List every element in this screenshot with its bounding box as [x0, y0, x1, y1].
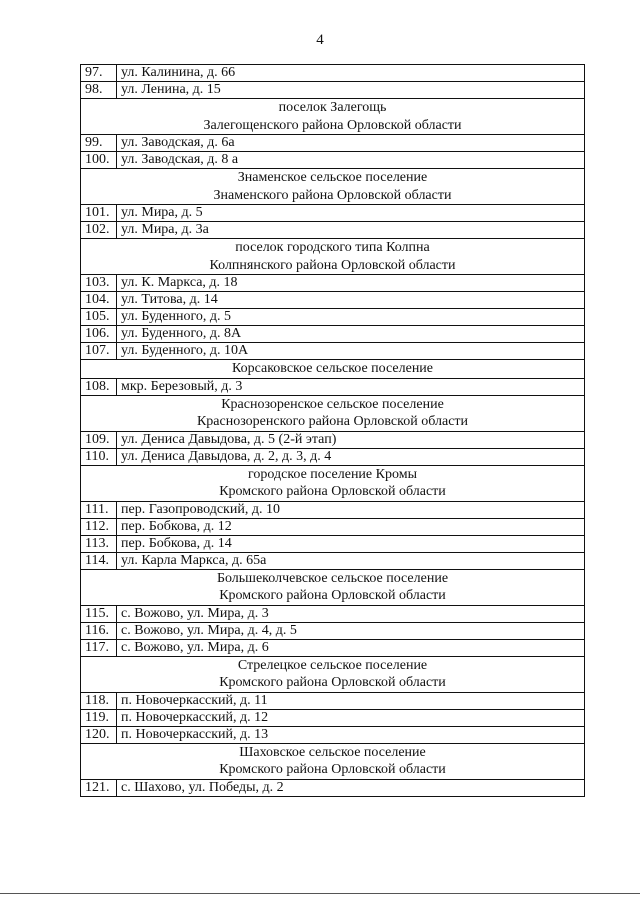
table-row — [81, 82, 585, 99]
row-address: п. Новочеркасский, д. 11 — [117, 692, 585, 709]
section-header-line: Корсаковское сельское поселение — [231, 361, 434, 376]
section-header-line: поселок городского типа Колпна — [235, 240, 430, 255]
table-row — [81, 448, 585, 465]
table-row — [81, 222, 585, 239]
section-header — [81, 743, 585, 779]
row-address: пер. Бобкова, д. 12 — [117, 518, 585, 535]
section-header-row — [81, 99, 585, 135]
row-address: ул. Дениса Давыдова, д. 2, д. 3, д. 4 — [117, 448, 585, 465]
section-header-line: Шаховское сельское поселение — [239, 744, 426, 760]
table-row — [81, 65, 585, 82]
section-header — [81, 239, 585, 275]
section-header-line: Кромского района Орловской области — [219, 588, 446, 603]
row-number: 104. — [81, 292, 117, 309]
section-header — [81, 99, 585, 135]
section-header — [81, 169, 585, 205]
table-row — [81, 205, 585, 222]
section-header-line: Знаменского района Орловской области — [213, 187, 452, 203]
section-header-line: Кромского района Орловской области — [219, 762, 446, 777]
section-header-row — [81, 569, 585, 605]
table-row — [81, 275, 585, 292]
table-row — [81, 431, 585, 448]
row-number: 118. — [81, 692, 117, 709]
section-header-line: Знаменское сельское поселение — [237, 170, 428, 185]
row-address: ул. Карла Маркса, д. 65а — [117, 552, 585, 569]
row-number: 120. — [81, 726, 117, 743]
section-header-line: поселок Залегощь — [278, 100, 387, 115]
table-row — [81, 135, 585, 152]
row-address: с. Вожово, ул. Мира, д. 3 — [117, 605, 585, 622]
section-header-line: Залегощенского района Орловской области — [203, 117, 462, 133]
row-address: п. Новочеркасский, д. 12 — [117, 709, 585, 726]
section-header-row — [81, 395, 585, 431]
row-address: с. Вожово, ул. Мира, д. 4, д. 5 — [117, 622, 585, 639]
page-number: 4 — [316, 32, 324, 48]
row-number: 117. — [81, 639, 117, 656]
section-header-line: Стрелецкое сельское поселение — [237, 657, 428, 673]
table-row — [81, 501, 585, 518]
table-row — [81, 535, 585, 552]
row-address: ул. Мира, д. 3а — [117, 222, 585, 239]
row-number: 116. — [81, 622, 117, 639]
section-header-line: Колпнянского района Орловской области — [209, 257, 456, 273]
row-number: 106. — [81, 326, 117, 343]
section-header-line: Краснозоренское сельское поселение — [221, 396, 444, 412]
row-address: ул. К. Маркса, д. 18 — [117, 275, 585, 292]
table-row — [81, 779, 585, 796]
row-number: 119. — [81, 709, 117, 726]
row-number: 109. — [81, 431, 117, 448]
table-row — [81, 326, 585, 343]
row-address: пер. Газопроводский, д. 10 — [117, 501, 585, 518]
row-address: ул. Заводская, д. 6а — [117, 135, 585, 152]
row-number: 114. — [81, 552, 117, 569]
row-address: ул. Буденного, д. 10А — [117, 343, 585, 360]
table-row — [81, 152, 585, 169]
section-header-line: Кромского района Орловской области — [219, 484, 446, 499]
row-address: ул. Дениса Давыдова, д. 5 (2-й этап) — [117, 431, 585, 448]
section-header — [81, 465, 585, 501]
row-address: ул. Мира, д. 5 — [117, 205, 585, 222]
row-address: п. Новочеркасский, д. 13 — [117, 726, 585, 743]
table-row — [81, 343, 585, 360]
section-header-line: Кромского района Орловской области — [219, 675, 446, 690]
section-header-row — [81, 465, 585, 501]
row-number: 105. — [81, 309, 117, 326]
table-row — [81, 709, 585, 726]
row-address: мкр. Березовый, д. 3 — [117, 378, 585, 395]
table-row — [81, 639, 585, 656]
row-number: 107. — [81, 343, 117, 360]
row-number: 98. — [81, 82, 117, 99]
row-address: пер. Бобкова, д. 14 — [117, 535, 585, 552]
row-number: 101. — [81, 205, 117, 222]
row-number: 99. — [81, 135, 117, 152]
address-table-body — [81, 65, 585, 797]
row-number: 103. — [81, 275, 117, 292]
section-header-line: Краснозоренского района Орловской области — [196, 414, 469, 429]
row-number: 113. — [81, 535, 117, 552]
section-header-line: городское поселение Кромы — [248, 466, 417, 482]
table-row — [81, 605, 585, 622]
table-row — [81, 552, 585, 569]
row-number: 108. — [81, 378, 117, 395]
table-row — [81, 309, 585, 326]
section-header-row — [81, 743, 585, 779]
section-header-row — [81, 239, 585, 275]
row-address: с. Шахово, ул. Победы, д. 2 — [117, 779, 585, 796]
table-row — [81, 692, 585, 709]
table-row — [81, 622, 585, 639]
table-row — [81, 518, 585, 535]
row-address: ул. Буденного, д. 5 — [117, 309, 585, 326]
row-number: 102. — [81, 222, 117, 239]
address-table — [80, 64, 585, 797]
row-address: ул. Титова, д. 14 — [117, 292, 585, 309]
row-number: 115. — [81, 605, 117, 622]
page-bottom-rule — [0, 893, 640, 894]
row-number: 100. — [81, 152, 117, 169]
row-number: 110. — [81, 448, 117, 465]
section-header-row — [81, 360, 585, 379]
row-number: 121. — [81, 779, 117, 796]
row-address: ул. Ленина, д. 15 — [117, 82, 585, 99]
section-header — [81, 656, 585, 692]
table-row — [81, 726, 585, 743]
row-number: 112. — [81, 518, 117, 535]
section-header — [81, 360, 585, 379]
row-address: ул. Заводская, д. 8 а — [117, 152, 585, 169]
row-address: с. Вожово, ул. Мира, д. 6 — [117, 639, 585, 656]
section-header-line: Большеколчевское сельское поселение — [216, 570, 449, 586]
section-header-row — [81, 169, 585, 205]
row-address: ул. Калинина, д. 66 — [117, 65, 585, 82]
section-header — [81, 395, 585, 431]
row-number: 97. — [81, 65, 117, 82]
row-number: 111. — [81, 501, 117, 518]
section-header-row — [81, 656, 585, 692]
table-row — [81, 378, 585, 395]
table-row — [81, 292, 585, 309]
row-address: ул. Буденного, д. 8А — [117, 326, 585, 343]
section-header — [81, 569, 585, 605]
